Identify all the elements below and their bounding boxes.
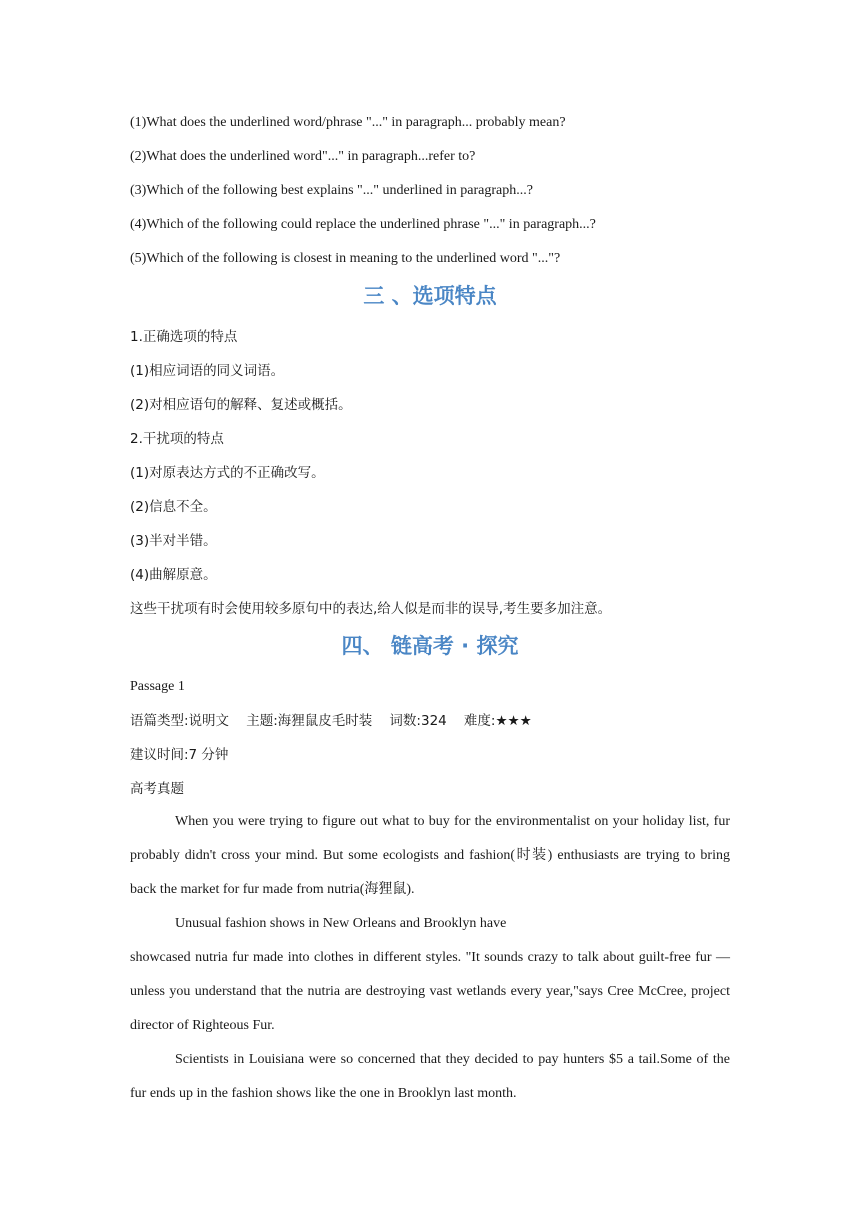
passage-paragraph-2 xyxy=(130,907,730,1043)
distractor-point-2: (2)信息不全。 xyxy=(130,499,217,515)
question-form-5: (5)Which of the following is closest in meaning to the underlined word "..."? xyxy=(130,251,561,266)
question-form-3: (3)Which of the following best explains "..." underlined in paragraph...? xyxy=(130,183,533,198)
question-form-2: (2)What does the underlined word"..." in paragraph...refer to? xyxy=(130,149,476,164)
distractor-subtitle: 2.干扰项的特点 xyxy=(130,431,224,447)
passage-meta: 语篇类型:说明文 主题:海狸鼠皮毛时装 词数:324 难度:★★★ xyxy=(130,713,532,729)
passage-paragraph-3 xyxy=(130,1043,730,1111)
distractor-point-4: (4)曲解原意。 xyxy=(130,567,217,583)
passage-label: Passage 1 xyxy=(130,679,185,694)
passage-paragraph-1 xyxy=(130,805,730,907)
distractor-point-1: (1)对原表达方式的不正确改写。 xyxy=(130,465,325,481)
distractor-note: 这些干扰项有时会使用较多原句中的表达,给人似是而非的误导,考生要多加注意。 xyxy=(130,601,612,617)
suggested-time: 建议时间:7 分钟 xyxy=(130,747,229,763)
distractor-point-3: (3)半对半错。 xyxy=(130,533,217,549)
paragraph-2-text: showcased nutria fur made into clothes in different styles. "It sounds crazy to talk about guilt-free fur — unless you understand that the nutria are destroying vast wetlands every year,"says Cree McCree, project director of Righteous Fur. xyxy=(130,950,730,1033)
section-4-heading: 四、 链高考 · 探究 xyxy=(341,634,519,658)
correct-option-point-1: (1)相应词语的同义词语。 xyxy=(130,363,285,379)
paragraph-2-first-line: Unusual fashion shows in New Orleans and Brooklyn have xyxy=(175,916,507,931)
passage-source: 高考真题 xyxy=(130,781,184,797)
paragraph-3-text: Scientists in Louisiana were so concerned that they decided to pay hunters $5 a tail.Some of the fur ends up in the fashion shows like the one in Brooklyn last month. xyxy=(130,1052,730,1101)
correct-option-point-2: (2)对相应语句的解释、复述或概括。 xyxy=(130,397,352,413)
correct-option-subtitle: 1.正确选项的特点 xyxy=(130,329,238,345)
question-form-1: (1)What does the underlined word/phrase "..." in paragraph... probably mean? xyxy=(130,115,566,130)
paragraph-1-text: When you were trying to figure out what to buy for the environmentalist on your holiday list, fur probably didn't cross your mind. But some ecologists and fashion(时装) enthusiasts are trying to bring back the market for fur made from nutria(海狸鼠). xyxy=(130,814,730,897)
question-form-4: (4)Which of the following could replace the underlined phrase "..." in paragraph...? xyxy=(130,217,596,232)
section-3-heading: 三 、选项特点 xyxy=(363,284,497,308)
